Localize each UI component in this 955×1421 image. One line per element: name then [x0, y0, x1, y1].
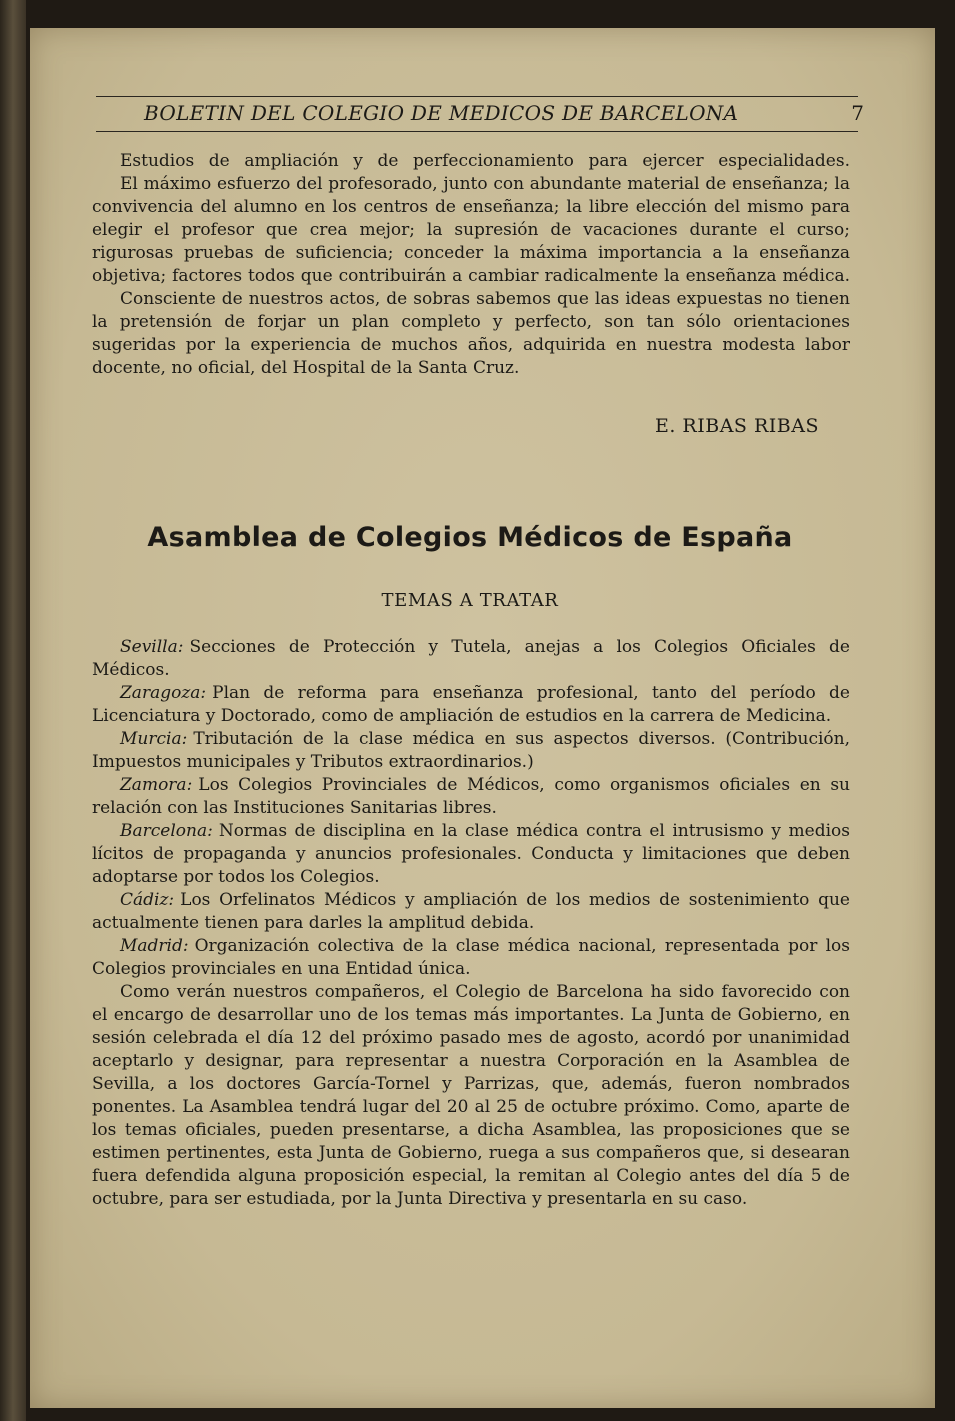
- running-header: [96, 96, 864, 132]
- intro-paragraph: Estudios de ampliación y de perfeccionamiento para ejercer especialidades.: [120, 151, 850, 171]
- list-item: [92, 774, 850, 820]
- topic-city: Zaragoza:: [120, 683, 207, 703]
- topic-text: Normas de disciplina en la clase médica contra el intrusismo y medios lícitos de propaganda y anuncios profesionales. Conducta y limitaciones que deben adoptarse por todos los Colegios.: [92, 821, 850, 887]
- intro-paragraph: Consciente de nuestros actos, de sobras sabemos que las ideas expuestas no tienen la pretensión de forjar un plan completo y perfecto, son tan sólo orientaciones sugeridas por la experiencia de muchos años, adquirida en nuestra modesta labor docente, no oficial, del Hospital de la Santa Cruz.: [92, 289, 850, 378]
- book-spine: [0, 0, 26, 1421]
- topic-city: Zamora:: [120, 775, 193, 795]
- list-item: [92, 889, 850, 935]
- topic-city: Murcia:: [120, 729, 188, 749]
- author-signature: E. RIBAS RIBAS: [654, 415, 819, 437]
- list-item: [92, 682, 850, 728]
- page-number: 7: [851, 101, 864, 125]
- list-item: [92, 728, 850, 774]
- topic-text: Tributación de la clase médica en sus aspectos diversos. (Contribución, Impuestos municipales y Tributos extraordinarios.): [92, 729, 850, 772]
- topic-city: Madrid:: [120, 936, 189, 956]
- section-subtitle: TEMAS A TRATAR: [381, 590, 559, 611]
- list-item: [92, 935, 850, 981]
- topic-text: Organización colectiva de la clase médica nacional, representada por los Colegios provinciales en una Entidad única.: [92, 936, 850, 979]
- closing-paragraph: Como verán nuestros compañeros, el Colegio de Barcelona ha sido favorecido con el encargo de desarrollar uno de los temas más importantes. La Junta de Gobierno, en sesión celebrada el día 12 del próximo pasado mes de agosto, acordó por unanimidad aceptarlo y designar, para representar a nuestra Corporación en la Asamblea de Sevilla, a los doctores García-Tornel y Parrizas, que, además, fueron nombrados ponentes. La Asamblea tendrá lugar del 20 al 25 de octubre próximo. Como, aparte de los temas oficiales, pueden presentarse, a dicha Asamblea, las proposiciones que se estimen pertinentes, esta Junta de Gobierno, ruega a sus compañeros que, si desearan fuera defendida alguna proposición especial, la remitan al Colegio antes del día 5 de octubre, para ser estudiada, por la Junta Directiva y presentarla en su caso.: [92, 982, 850, 1209]
- intro-text: [92, 150, 850, 380]
- topics-list: [92, 636, 850, 1211]
- topic-text: Secciones de Protección y Tutela, anejas a los Colegios Oficiales de Médicos.: [92, 637, 850, 680]
- section-title: Asamblea de Colegios Médicos de España: [147, 522, 793, 553]
- topic-text: Los Orfelinatos Médicos y ampliación de los medios de sostenimiento que actualmente tienen para darles la amplitud debida.: [92, 890, 850, 933]
- list-item: [92, 636, 850, 682]
- topic-text: Los Colegios Provinciales de Médicos, como organismos oficiales en su relación con las Instituciones Sanitarias libres.: [92, 775, 850, 818]
- intro-paragraph: El máximo esfuerzo del profesorado, junto con abundante material de enseñanza; la convivencia del alumno en los centros de enseñanza; la libre elección del mismo para elegir el profesor que crea mejor; la supresión de vacaciones durante el curso; rigurosas pruebas de suficiencia; conceder la máxima importancia a la enseñanza objetiva; factores todos que contribuirán a cambiar radicalmente la enseñanza médica.: [92, 174, 850, 286]
- topic-text: Plan de reforma para enseñanza profesional, tanto del período de Licenciatura y Doctorado, como de ampliación de estudios en la carrera de Medicina.: [92, 683, 850, 726]
- topic-city: Barcelona:: [120, 821, 213, 841]
- header-title: BOLETIN DEL COLEGIO DE MEDICOS DE BARCELONA: [144, 101, 739, 125]
- list-item: [92, 820, 850, 889]
- topic-city: Cádiz:: [120, 890, 175, 910]
- topic-city: Sevilla:: [120, 637, 184, 657]
- document-page: [30, 28, 935, 1408]
